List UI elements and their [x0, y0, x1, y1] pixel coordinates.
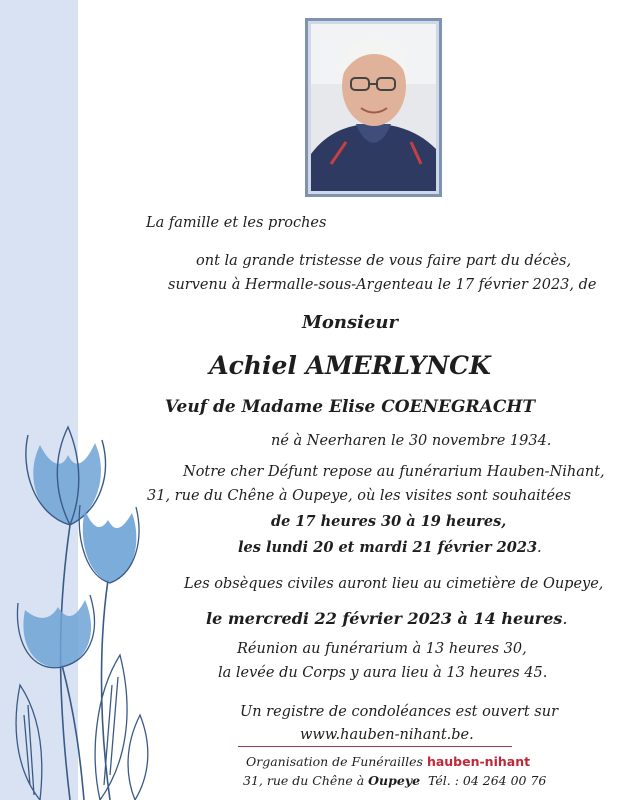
footer-city: Oupeye [368, 773, 421, 788]
visit-days: les lundi 20 et mardi 21 février 2023 [238, 539, 538, 556]
footer-org-line [246, 753, 530, 771]
meeting-line-2: la levée du Corps y aura lieu à 13 heures 45. [218, 665, 548, 681]
register-url[interactable]: www.hauben-nihant.be. [300, 727, 474, 743]
tulip-top [26, 427, 106, 525]
visit-hours: de 17 heures 30 à 19 heures, [271, 513, 507, 530]
funeral-date-period: . [562, 609, 568, 628]
intro-text: La famille et les proches [146, 215, 327, 231]
portrait-image [311, 24, 436, 191]
visit-days-line [238, 539, 542, 557]
footer-address: 31, rue du Chêne à [243, 773, 365, 788]
spouse-line: Veuf de Madame Elise COENEGRACHT [164, 397, 536, 417]
tulip-right [79, 505, 139, 583]
footer-phone: Tél. : 04 264 00 76 [428, 773, 547, 788]
rest-line-1: Notre cher Défunt repose au funérarium Hauben-Nihant, [183, 464, 605, 480]
funeral-date: le mercredi 22 février 2023 à 14 heures [206, 609, 563, 628]
footer-brand-logo: hauben-nihant [426, 754, 531, 769]
tulip-illustration [0, 415, 160, 800]
portrait-photo [308, 21, 439, 194]
rest-line-2: 31, rue du Chêne à Oupeye, où les visites sont souhaitées [147, 488, 572, 504]
deceased-name: Achiel AMERLYNCK [209, 351, 491, 380]
footer-org: Organisation de Funérailles [246, 754, 423, 769]
announce-line-1: ont la grande tristesse de vous faire part du décès, [196, 253, 572, 269]
visit-days-period: . [537, 540, 542, 556]
honorific: Monsieur [301, 312, 398, 333]
tulip-lower [17, 595, 94, 668]
birth-line: né à Neerharen le 30 novembre 1934. [271, 433, 552, 449]
register-line: Un registre de condoléances est ouvert sur [240, 704, 558, 720]
announce-line-2: survenu à Hermalle-sous-Argenteau le 17 février 2023, de [168, 277, 597, 293]
portrait-frame [305, 18, 442, 197]
footer-divider [238, 746, 512, 747]
meeting-line-1: Réunion au funérarium à 13 heures 30, [237, 641, 527, 657]
funeral-date-line [206, 609, 567, 629]
footer-address-line [243, 772, 546, 790]
funeral-line: Les obsèques civiles auront lieu au cimetière de Oupeye, [184, 576, 604, 592]
